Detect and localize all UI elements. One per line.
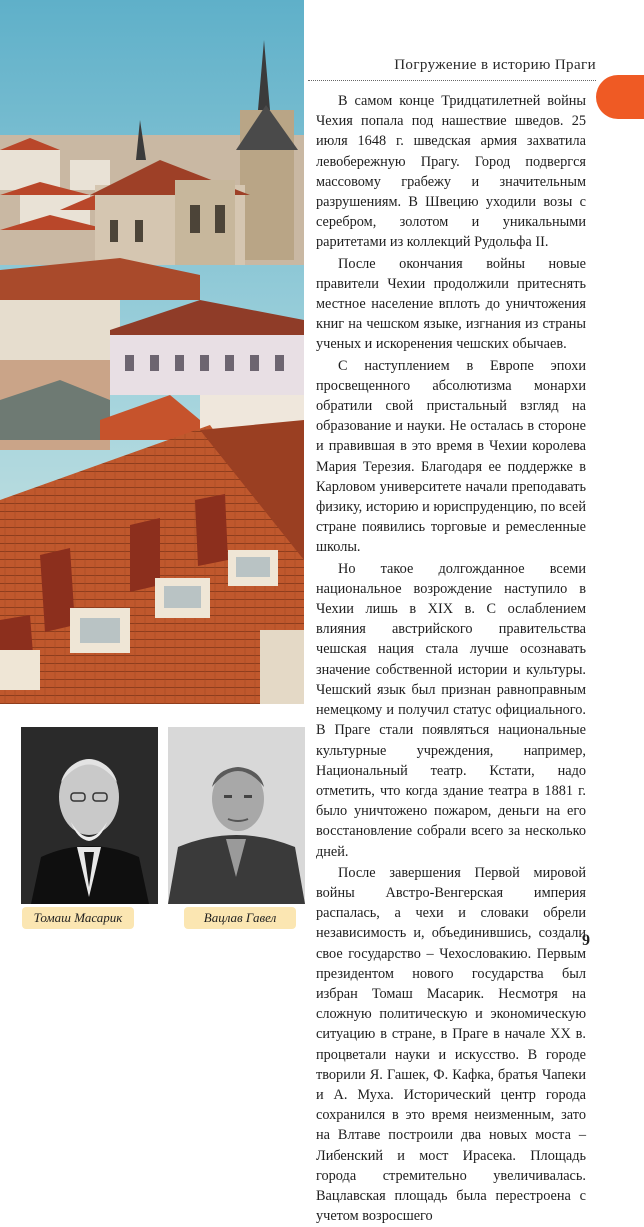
- prague-rooftops-photo: [0, 0, 304, 704]
- paragraph: После завершения Первой мировой войны Австро-Венгерская империя распалась, а чехи и словаки обрели независимость и, объединившись, создали свое государство – Чехословакию. Первым президентом нового государства был избран Томаш Масарик. Несмотря на сложную политическую и экономическую ситуацию в стране, в Праге в начале XX в. процветали науки и искусство. В городе творили Я. Гашек, Ф. Кафка, братья Чапеки и А. Муха. Исторический центр города сохранился в это время неизменным, зато на Влтаве построили два новых моста – Либенский и мост Ирасека. Площадь города стремительно увеличивалась. Вацлавская площадь была перестроена с учетом возросшего: [316, 864, 586, 1225]
- paragraph: В самом конце Тридцатилетней войны Чехия попала под нашествие шведов. 25 июля 1648 г. шведская армия захватила левобережную Прагу. Город подвергся массовому грабежу и значительным разрушениям. В Швецию уходили возы с серебром, золотом и уникальными раритетами из коллекций Рудольфа II.: [316, 93, 586, 251]
- running-header: Погружение в историю Праги: [394, 57, 596, 73]
- paragraph: После окончания войны новые правители Чехии продолжили притеснять местное население вплоть до уничтожения книг на чешском языке, изгнания из страны ученых и искоренения чешских обычаев.: [316, 255, 586, 353]
- body-text: [316, 91, 586, 1227]
- caption-masaryk: Томаш Масарик: [22, 907, 134, 929]
- havel-portrait: [168, 727, 305, 904]
- header-rule: [308, 80, 596, 81]
- paragraph: Но такое долгожданное всеми национальное возрождение наступило в Чехии лишь в XIX в. С ослаблением влияния австрийского правительства чешская нация стала лучше осознавать значение собственной истории и культуры. Чешский язык был признан равноправным немецкому и получил статус официального. В Праге стали появляться национальные культурные учреждения, например, Национальный театр. Кстати, надо отметить, что когда здание театра в 1881 г. было уничтожено пожаром, деньги на его восстановление собрали всего за несколько дней.: [316, 560, 586, 860]
- paragraph: С наступлением в Европе эпохи просвещенного абсолютизма монархи обратили свой пристальный взгляд на образование и науки. Не осталась в стороне и правившая в это время в Чехии королева Мария Терезия. Благодаря ее поддержке в Карловом университете начали преподавать физику, историю и юриспруденцию, по всей стране появились торговые и ремесленные школы.: [316, 357, 586, 556]
- caption-havel: Вацлав Гавел: [184, 907, 296, 929]
- page-number: 9: [582, 932, 590, 949]
- masaryk-portrait: [21, 727, 158, 904]
- chapter-tab: [596, 75, 644, 119]
